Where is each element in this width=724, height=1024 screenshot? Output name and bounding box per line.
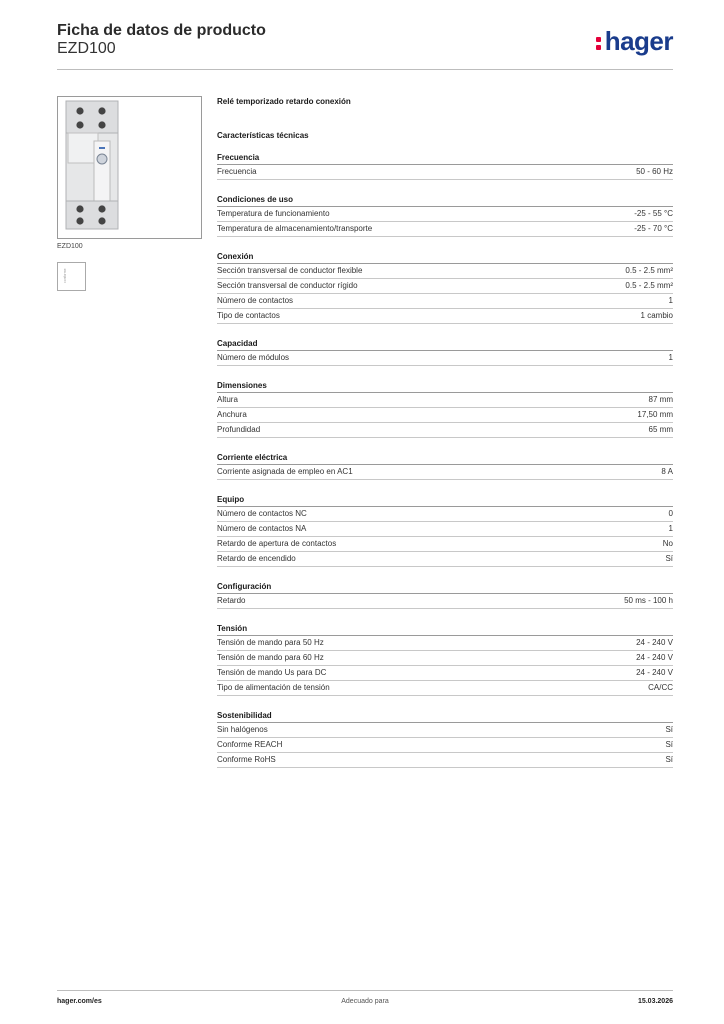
spec-row: [217, 264, 673, 279]
product-code: EZD100: [57, 40, 116, 57]
spec-row: [217, 207, 673, 222]
spec-label: Tensión de mando para 60 Hz: [217, 653, 324, 662]
spec-value: Sí: [665, 554, 673, 563]
spec-label: Sección transversal de conductor rígido: [217, 281, 358, 290]
section-title: Frecuencia: [217, 152, 673, 165]
spec-value: 0.5 - 2.5 mm²: [625, 281, 673, 290]
spec-value: 24 - 240 V: [636, 668, 673, 677]
spec-value: 24 - 240 V: [636, 638, 673, 647]
spec-label: Conforme REACH: [217, 740, 283, 749]
spec-value: 24 - 240 V: [636, 653, 673, 662]
spec-label: Corriente asignada de empleo en AC1: [217, 467, 353, 476]
spec-row: [217, 294, 673, 309]
product-description: Relé temporizado retardo conexión: [217, 97, 351, 106]
spec-section: [217, 251, 673, 324]
footer-date: 15.03.2026: [637, 998, 673, 1005]
spec-section: [217, 710, 673, 768]
spec-value: Sí: [665, 725, 673, 734]
spec-label: Número de módulos: [217, 353, 290, 362]
spec-value: 0: [668, 509, 673, 518]
spec-section: [217, 581, 673, 609]
spec-value: 65 mm: [648, 425, 673, 434]
spec-section: [217, 380, 673, 438]
spec-label: Tipo de contactos: [217, 311, 280, 320]
hager-logo: [596, 26, 673, 57]
spec-label: Retardo: [217, 596, 246, 605]
spec-value: 50 - 60 Hz: [636, 167, 673, 176]
document-title: Ficha de datos de producto: [57, 22, 266, 39]
section-title: Configuración: [217, 581, 673, 594]
page-header: [57, 20, 673, 70]
section-title: Capacidad: [217, 338, 673, 351]
spec-label: Profundidad: [217, 425, 261, 434]
spec-row: [217, 537, 673, 552]
spec-content: [217, 96, 673, 768]
spec-value: 0.5 - 2.5 mm²: [625, 266, 673, 275]
footer-website-link[interactable]: hager.com/es: [57, 998, 102, 1005]
spec-label: Conforme RoHS: [217, 755, 276, 764]
spec-label: Tensión de mando Us para DC: [217, 668, 327, 677]
spec-row: [217, 465, 673, 480]
spec-row: [217, 753, 673, 768]
spec-row: [217, 666, 673, 681]
spec-label: Sección transversal de conductor flexible: [217, 266, 363, 275]
spec-value: CA/CC: [648, 683, 673, 692]
spec-row: [217, 738, 673, 753]
spec-label: Tipo de alimentación de tensión: [217, 683, 330, 692]
spec-section: [217, 194, 673, 237]
spec-label: Temperatura de almacenamiento/transporte: [217, 224, 373, 233]
spec-row: [217, 222, 673, 237]
spec-label: Sin halógenos: [217, 725, 268, 734]
spec-sections: [217, 152, 673, 768]
spec-label: Tensión de mando para 50 Hz: [217, 638, 324, 647]
spec-section: [217, 152, 673, 180]
spec-section: [217, 623, 673, 696]
spec-label: Frecuencia: [217, 167, 257, 176]
spec-label: Retardo de apertura de contactos: [217, 539, 337, 548]
section-title: Corriente eléctrica: [217, 452, 673, 465]
spec-value: Sí: [665, 740, 673, 749]
spec-row: [217, 723, 673, 738]
spec-row: [217, 594, 673, 609]
spec-label: Número de contactos NC: [217, 509, 307, 518]
spec-value: 8 A: [661, 467, 673, 476]
technical-characteristics-title: Características técnicas: [217, 131, 309, 140]
section-title: Conexión: [217, 251, 673, 264]
page-footer: [57, 990, 673, 1011]
spec-section: [217, 452, 673, 480]
product-reference: EZD100: [57, 243, 83, 250]
section-title: Dimensiones: [217, 380, 673, 393]
spec-label: Número de contactos: [217, 296, 294, 305]
section-title: Sostenibilidad: [217, 710, 673, 723]
spec-value: 1: [668, 524, 673, 533]
footer-middle-text: Adecuado para: [341, 998, 389, 1005]
spec-value: No: [662, 539, 673, 548]
product-thumbnail[interactable]: [57, 262, 86, 291]
spec-label: Altura: [217, 395, 238, 404]
spec-row: [217, 165, 673, 180]
spec-row: [217, 309, 673, 324]
spec-row: [217, 279, 673, 294]
spec-row: [217, 393, 673, 408]
spec-label: Anchura: [217, 410, 247, 419]
spec-value: Sí: [665, 755, 673, 764]
spec-label: Número de contactos NA: [217, 524, 307, 533]
spec-row: [217, 423, 673, 438]
spec-value: -25 - 55 °C: [634, 209, 673, 218]
logo-dots-icon: [596, 34, 602, 53]
spec-value: 1: [668, 353, 673, 362]
spec-value: 87 mm: [648, 395, 673, 404]
logo-text: hager: [604, 26, 673, 56]
spec-row: [217, 507, 673, 522]
spec-row: [217, 636, 673, 651]
spec-value: -25 - 70 °C: [634, 224, 673, 233]
spec-row: [217, 408, 673, 423]
spec-row: [217, 651, 673, 666]
spec-row: [217, 552, 673, 567]
spec-section: [217, 338, 673, 366]
spec-label: Temperatura de funcionamiento: [217, 209, 330, 218]
spec-label: Retardo de encendido: [217, 554, 296, 563]
section-title: Tensión: [217, 623, 673, 636]
spec-row: [217, 681, 673, 696]
spec-row: [217, 351, 673, 366]
section-title: Condiciones de uso: [217, 194, 673, 207]
section-title: Equipo: [217, 494, 673, 507]
spec-value: 50 ms - 100 h: [624, 596, 673, 605]
spec-value: 1: [668, 296, 673, 305]
spec-section: [217, 494, 673, 567]
spec-row: [217, 522, 673, 537]
thumb-label: conforme: [63, 268, 67, 283]
product-image: [57, 96, 202, 239]
spec-value: 17,50 mm: [637, 410, 673, 419]
spec-value: 1 cambio: [640, 311, 673, 320]
